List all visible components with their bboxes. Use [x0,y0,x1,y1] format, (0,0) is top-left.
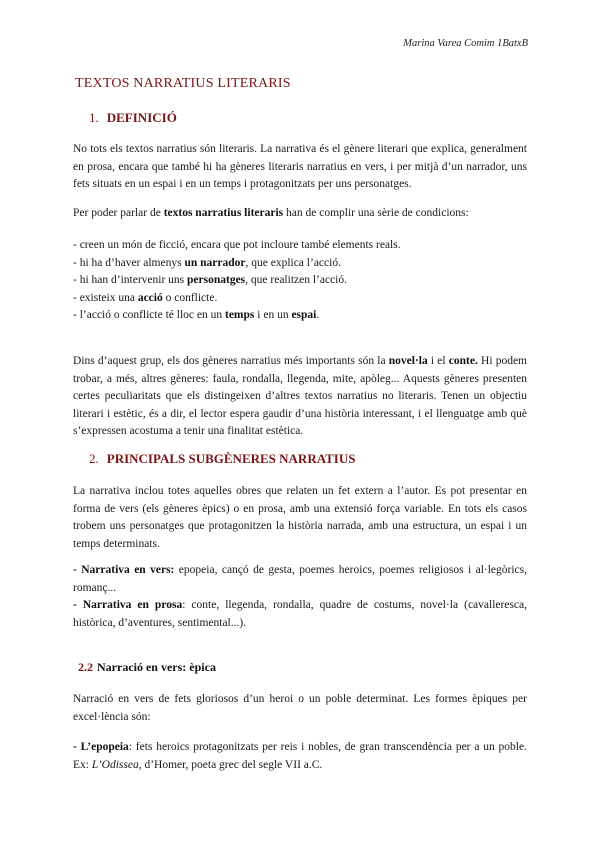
list-item-text: - creen un món de ficció, encara que pot incloure també elements reals. [73,239,401,251]
section-2-title: PRINCIPALS SUBGÈNERES NARRATIUS [106,451,356,466]
epopeia-work-title: L’Odissea [91,758,139,771]
conditions-text-post: han de complir una sèrie de condicions: [283,207,469,219]
subsection-2-2-number: 2.2 [78,660,93,674]
section-2-number: 2. [89,451,99,466]
list-item-text: - hi ha d’haver almenys [73,256,185,269]
epic-paragraph: Narració en vers de fets gloriosos d’un heroi o un poble determinat. Les formes èpiques per excel·lència són: [73,693,527,723]
verse-narrative-item [73,562,527,597]
list-item-text: , que realitzen l’acció. [245,274,347,286]
page-title: TEXTOS NARRATIUS LITERARIS [75,76,291,91]
subsection-2-2-heading [78,660,216,675]
epopeia-item [73,739,527,774]
list-item-bold: acció [137,291,163,304]
subgenres-paragraph: La narrativa inclou totes aquelles obres que relaten un fet extern a l’autor. Es pot presentar en forma de vers (els gèneres èpics) o en prosa, amb una extensió força variable. En tots els casos trobem uns personatges que protagonitzen la història narrada, amb una estructura, un espai i un temps determinats. [73,485,527,550]
genres-bold-novel: novel·la [388,355,428,367]
prose-narrative-item [73,597,527,632]
list-item-text: , que explica l’acció. [245,256,341,269]
subsection-2-2-title: Narració en vers: èpica [97,660,216,674]
epopeia-text: : fets heroics protagonitzats per reis i nobles, de gran transcendència per a un poble. Ex: [73,741,527,771]
genres-text: Dins d’aquest grup, els dos gèneres narratius més importants són la [73,355,389,367]
list-item [73,307,527,325]
list-item-bold: un narrador [184,256,246,269]
list-item-text: o conflicte. [162,291,218,304]
verse-label: - Narrativa en vers: [73,564,175,576]
epopeia-text: , d’Homer, poeta grec del segle VII a.C. [138,758,323,771]
section-1-number: 1. [89,110,99,125]
list-item-text: i en un [254,309,292,321]
list-item [73,237,527,255]
list-item-text: - l’acció o conflicte té lloc en un [73,309,225,321]
list-item [73,290,527,308]
genres-text: Hi podem trobar, a més, altres gèneres: faula, rondalla, llegenda, mite, apòleg... Aquests gèneres presenten certes peculiaritats que els distingeixen d’altres textos narratius no literaris. Tenen un objectiu literari i estètic, és a dir, el lector espera gaudir d’una història interessant, i el llenguatge amb què s’expressen acostuma a tenir una finalitat estètica. [73,355,527,437]
list-item-text: . [316,309,320,321]
list-item-text: - existeix una [73,291,138,304]
prose-label: - Narrativa en prosa [73,599,183,611]
prose-text: : conte, llegenda, rondalla, quadre de costums, novel·la (cavalleresca, històrica, d’aventures, sentimental...). [73,599,527,629]
section-1-heading [89,110,177,126]
genres-text: i el [427,355,449,367]
genres-bold-conte: conte. [448,355,478,367]
list-item-bold: espai [291,309,317,321]
conditions-intro [73,205,527,223]
conditions-text-pre: Per poder parlar de [73,207,164,219]
definition-paragraph: No tots els textos narratius són literaris. La narrativa és el gènere literari que explica, generalment en prosa, encara que també hi ha gèneres literaris narratius en vers, i per mitjà d’un narrador, uns fets situats en un espai i en un temps i protagonitzats per uns personatges. [73,143,527,190]
genres-paragraph [73,353,527,441]
list-item [73,255,527,273]
section-1-title: DEFINICIÓ [106,110,177,125]
conditions-bold: textos narratius literaris [163,207,284,219]
author-header: Marina Varea Comim 1BatxB [403,38,528,49]
epopeia-label: - L’epopeia [73,741,129,753]
conditions-list [73,237,527,325]
list-item-bold: personatges [187,274,246,286]
list-item [73,272,527,290]
verse-text: epopeia, cançó de gesta, poemes heroics, poemes religiosos i al·legòrics, romanç... [73,564,528,594]
list-item-text: - hi han d’intervenir uns [73,274,188,286]
list-item-bold: temps [225,309,255,321]
section-2-heading [89,451,355,467]
